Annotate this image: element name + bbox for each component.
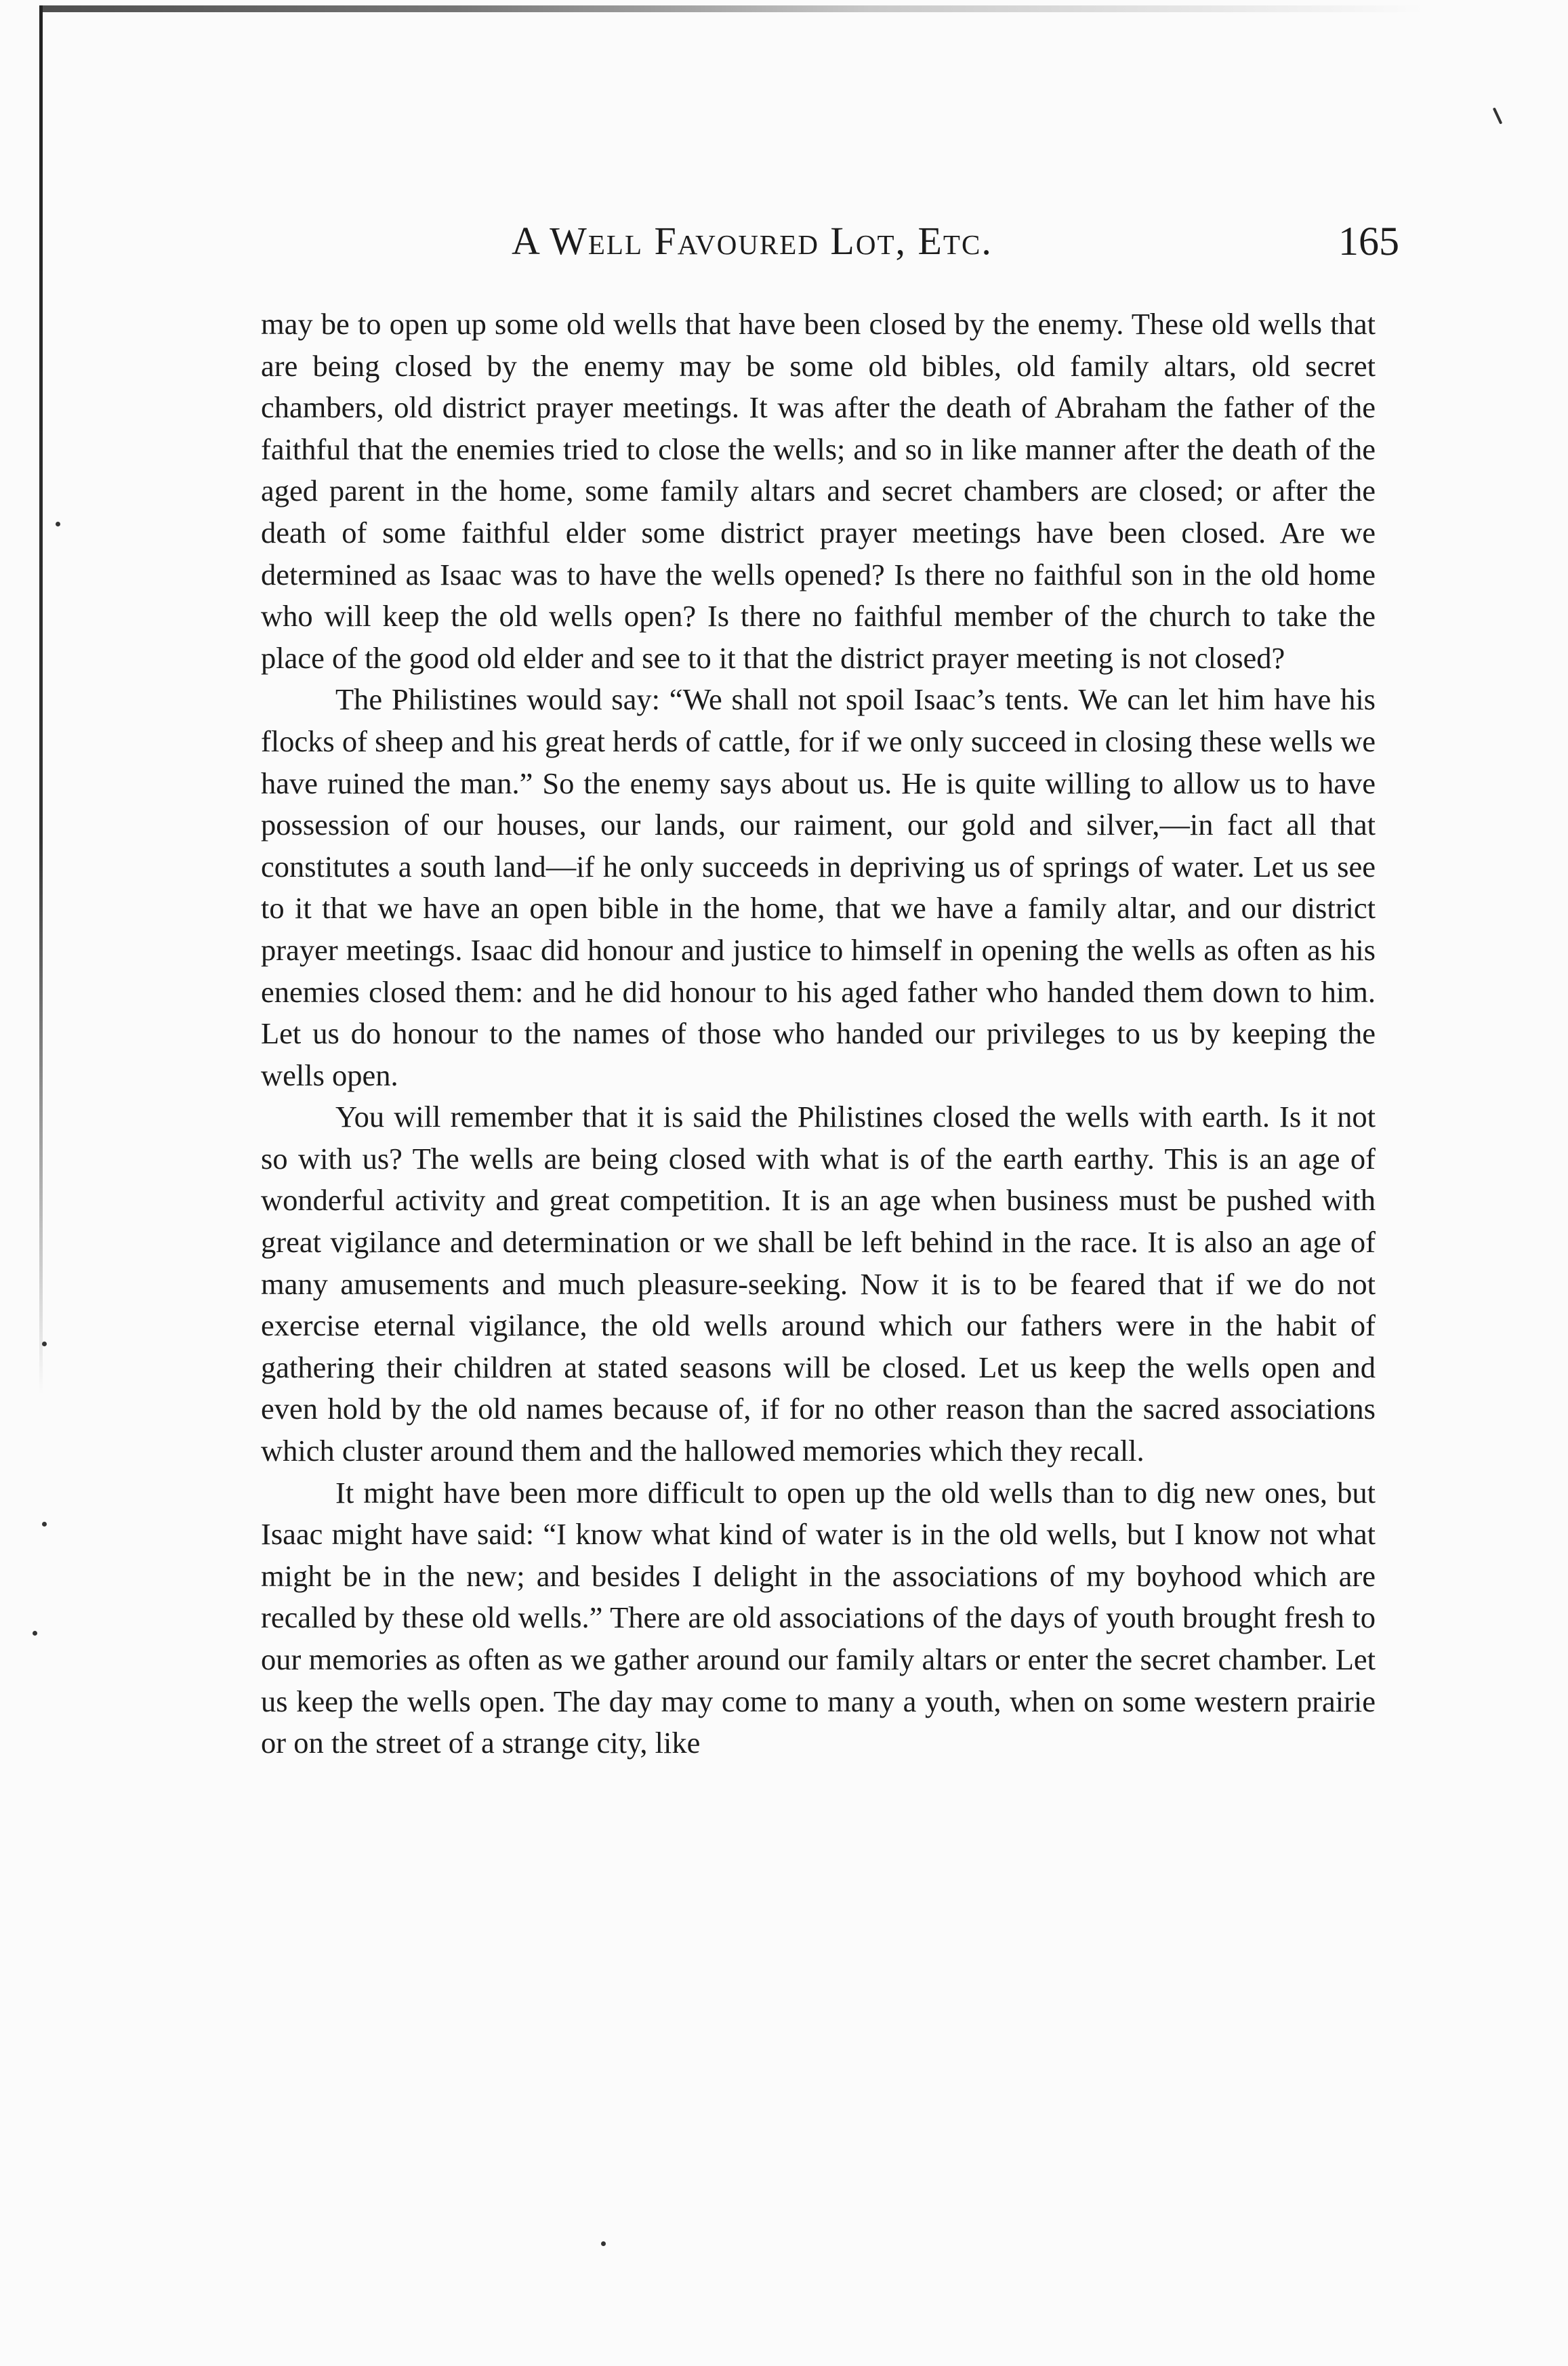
scan-speck <box>42 1522 47 1527</box>
running-header <box>261 218 1399 272</box>
scan-edge-top <box>41 5 1423 12</box>
paragraph: You will remember that it is said the Philistines closed the wells with earth. Is it not so with us? The wells are being closed with what is of the earth earthy. This is an age of wonderful activity and great competition. It is an age when business must be pushed with great vigilance and determination or we shall be left behind in the race. It is also an age of many amusements and much pleasure-seeking. Now it is to be feared that if we do not exercise eternal vigilance, the old wells around which our fathers were in the habit of gathering their children at stated seasons will be closed. Let us keep the wells open and even hold by the old names because of, if for no other reason than the sacred associations which cluster around them and the hallowed memories which they recall. <box>261 1100 1376 1468</box>
scan-speck <box>33 1631 37 1636</box>
running-title: A Well Favoured Lot, Etc. <box>512 219 993 263</box>
scan-speck <box>56 522 60 526</box>
scan-speck <box>1493 107 1503 124</box>
scan-speck <box>42 1342 47 1346</box>
paragraph: It might have been more difficult to open up the old wells than to dig new ones, but Isaac might have said: “I know what kind of water is in the old wells, but I know not what might be in the new; and besides I delight in the associations of my boyhood which are recalled by these old wells.” There are old associations of the days of youth brought fresh to our memories as often as we gather around our family altars or enter the secret chamber. Let us keep the wells open. The day may come to many a youth, when on some western prairie or on the street of a strange city, like <box>261 1475 1376 1760</box>
paragraph: The Philistines would say: “We shall not spoil Isaac’s tents. We can let him have his flocks of sheep and his great herds of cattle, for if we only succeed in closing these wells we have ruined the man.” So the enemy says about us. He is quite willing to allow us to have possession of our houses, our lands, our raiment, our gold and silver,—in fact all that constitutes a south land—if he only succeeds in depriving us of springs of water. Let us see to it that we have an open bible in the home, that we have a family altar, and our district prayer meetings. Isaac did honour and justice to himself in opening the wells as often as his enemies closed them: and he did honour to his aged father who handed them down to him. Let us do honour to the names of those who handed our privileges to us by keeping the wells open. <box>261 682 1376 1092</box>
scan-edge-left <box>39 5 43 1394</box>
page-number: 165 <box>1338 219 1399 264</box>
body-text <box>261 304 1376 1764</box>
scan-speck <box>601 2241 606 2246</box>
paragraph: may be to open up some old wells that have been closed by the enemy. These old wells that are being closed by the enemy may be some old bibles, old family altars, old secret chambers, old district prayer meetings. It was after the death of Abraham the father of the faithful that the enemies tried to close the wells; and so in like manner after the death of the aged parent in the home, some family altars and secret chambers are closed; or after the death of some faithful elder some district prayer meetings have been closed. Are we determined as Isaac was to have the wells opened? Is there no faithful son in the old home who will keep the old wells open? Is there no faithful member of the church to take the place of the good old elder and see to it that the district prayer meeting is not closed? <box>261 307 1376 675</box>
